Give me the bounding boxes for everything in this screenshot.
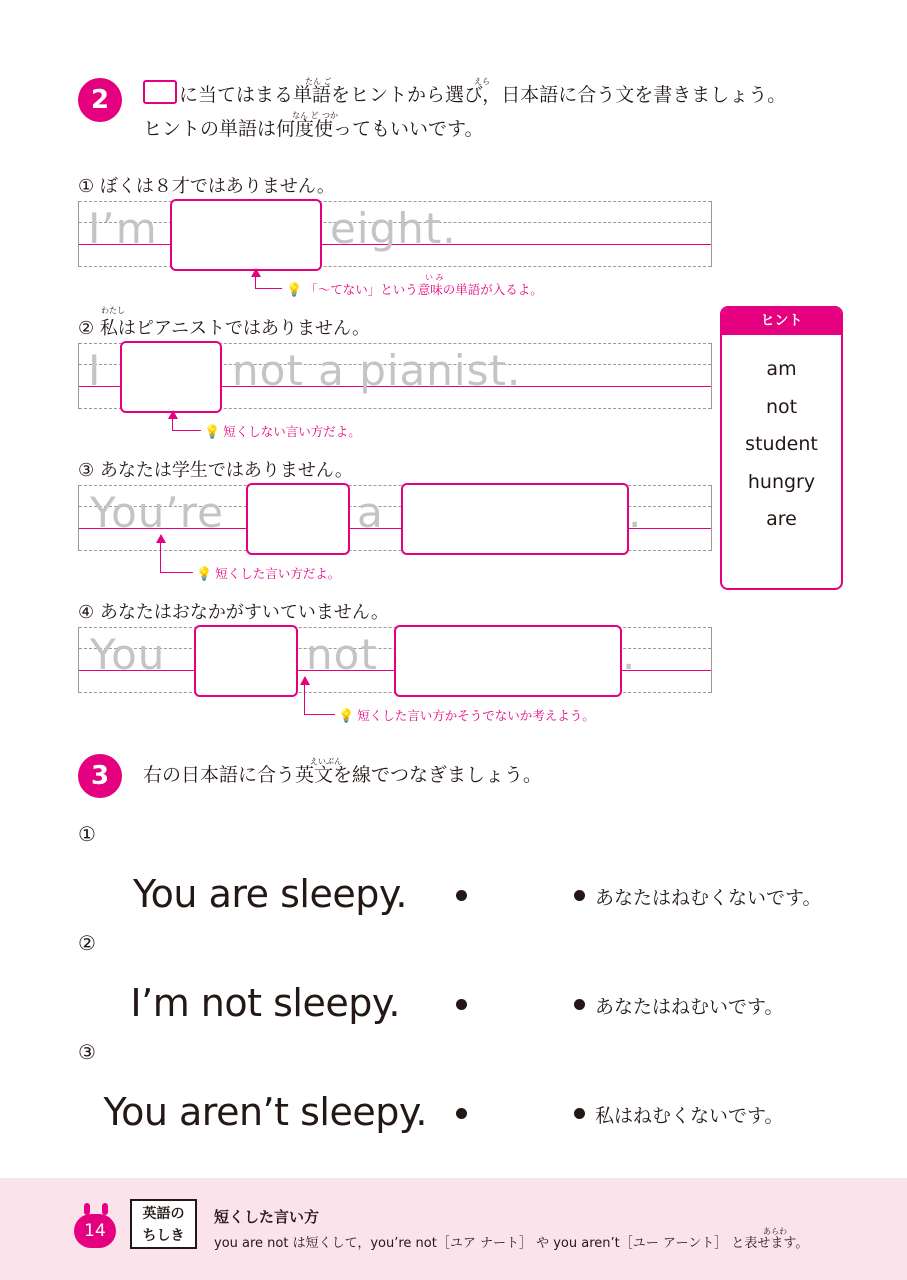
match-dot-left[interactable] (456, 890, 467, 901)
footer-title: 短くした言い方 (214, 1208, 320, 1226)
ruby-tsuka: つか (322, 111, 338, 120)
ruby-arawa: あらわ (763, 1227, 787, 1236)
question-3-label: ③ あなたは学生ではありません。 (78, 460, 353, 481)
hint-word: not (765, 395, 798, 418)
blank-box-icon (143, 80, 177, 104)
english-sentence: I’m not sleepy. (130, 981, 400, 1025)
page-number: 14 (74, 1214, 116, 1248)
eigo-no-chishiki-badge (130, 1199, 197, 1249)
hint-text: 💡 短くしない言い方だよ。 (204, 424, 361, 440)
match-dot-left[interactable] (456, 1108, 467, 1119)
english-sentence: You are sleepy. (133, 872, 407, 916)
hint-word: are (766, 508, 797, 530)
badge-line-1: 英語の (142, 1206, 185, 1222)
instruction-line-2: ヒントの単語は何度使ってもいいです。 (143, 118, 484, 140)
trace-text: a (357, 488, 384, 537)
trace-text: I (88, 346, 102, 395)
ruby-imi: い み (425, 273, 444, 282)
match-dot-left[interactable] (456, 999, 467, 1010)
hint-word: hungry (747, 470, 816, 493)
trace-text: . (622, 630, 637, 679)
trace-text: I’m (88, 204, 158, 253)
question-1-label: ① ぼくは８才ではありません。 (78, 176, 335, 197)
hint-text: 💡 短くした言い方かそうでないか考えよう。 (338, 708, 595, 724)
answer-box[interactable] (170, 199, 322, 271)
hint-box-title: ヒント (722, 308, 841, 335)
ruby-nando: なん ど (292, 111, 319, 120)
lightbulb-icon: 💡 (286, 283, 303, 298)
answer-box[interactable] (401, 483, 629, 555)
question-4-label: ④ あなたはおなかがすいていません。 (78, 602, 389, 623)
section-3-instruction: 右の日本語に合う英文を線でつなぎましょう。 (143, 764, 543, 786)
badge-line-2: ちしき (142, 1228, 185, 1244)
item-number: ② (78, 931, 96, 955)
lightbulb-icon: 💡 (204, 425, 221, 440)
item-number: ① (78, 822, 96, 846)
section-2-instruction (143, 78, 786, 112)
match-dot-right[interactable] (574, 1108, 585, 1119)
section-3-badge: 3 (78, 754, 122, 798)
ruby-watashi: わたし (101, 306, 125, 315)
ruby-eibun: えいぶん (310, 757, 342, 766)
answer-box[interactable] (120, 341, 222, 413)
hint-word: student (745, 433, 818, 455)
ruby-erabi: えら (474, 77, 490, 86)
trace-text: You (90, 630, 166, 679)
trace-text: not (306, 630, 378, 679)
footer-text: you are not は短くして，you’re not［ユア ナート］ や you aren’t［ユー アーント］ と表せます。 (214, 1236, 809, 1251)
trace-text: You’re (90, 488, 224, 537)
hint-connector (304, 684, 335, 715)
answer-box[interactable] (246, 483, 350, 555)
match-dot-right[interactable] (574, 999, 585, 1010)
japanese-sentence: 私はねむくないです。 (595, 1105, 784, 1127)
page-tab-ear-icon (102, 1203, 108, 1215)
hint-word: am (766, 358, 797, 380)
hint-connector (160, 542, 193, 573)
hint-text: 💡 「～てない」という意味の単語が入るよ。 (286, 282, 543, 298)
answer-box[interactable] (394, 625, 622, 697)
section-2-badge: 2 (78, 78, 122, 122)
hint-connector (255, 276, 282, 289)
hint-connector (172, 418, 201, 431)
hint-box (720, 306, 843, 590)
item-number: ③ (78, 1040, 96, 1064)
lightbulb-icon: 💡 (338, 709, 355, 724)
english-sentence: You aren’t sleepy. (103, 1090, 427, 1134)
lightbulb-icon: 💡 (196, 567, 213, 582)
japanese-sentence: あなたはねむくないです。 (595, 887, 822, 909)
japanese-sentence: あなたはねむいです。 (595, 996, 784, 1018)
trace-text: not a pianist. (232, 346, 522, 395)
ruby-tango: たん ご (305, 77, 332, 86)
match-dot-right[interactable] (574, 890, 585, 901)
hint-text: 💡 短くした言い方だよ。 (196, 566, 341, 582)
answer-box[interactable] (194, 625, 298, 697)
question-2-label: ② 私はピアニストではありません。 (78, 318, 371, 339)
instruction-line-1: に当てはまる単語をヒントから選び，日本語に合う文を書きましょう。 (179, 84, 787, 106)
trace-text: . (628, 488, 643, 537)
trace-text: eight. (330, 204, 457, 253)
